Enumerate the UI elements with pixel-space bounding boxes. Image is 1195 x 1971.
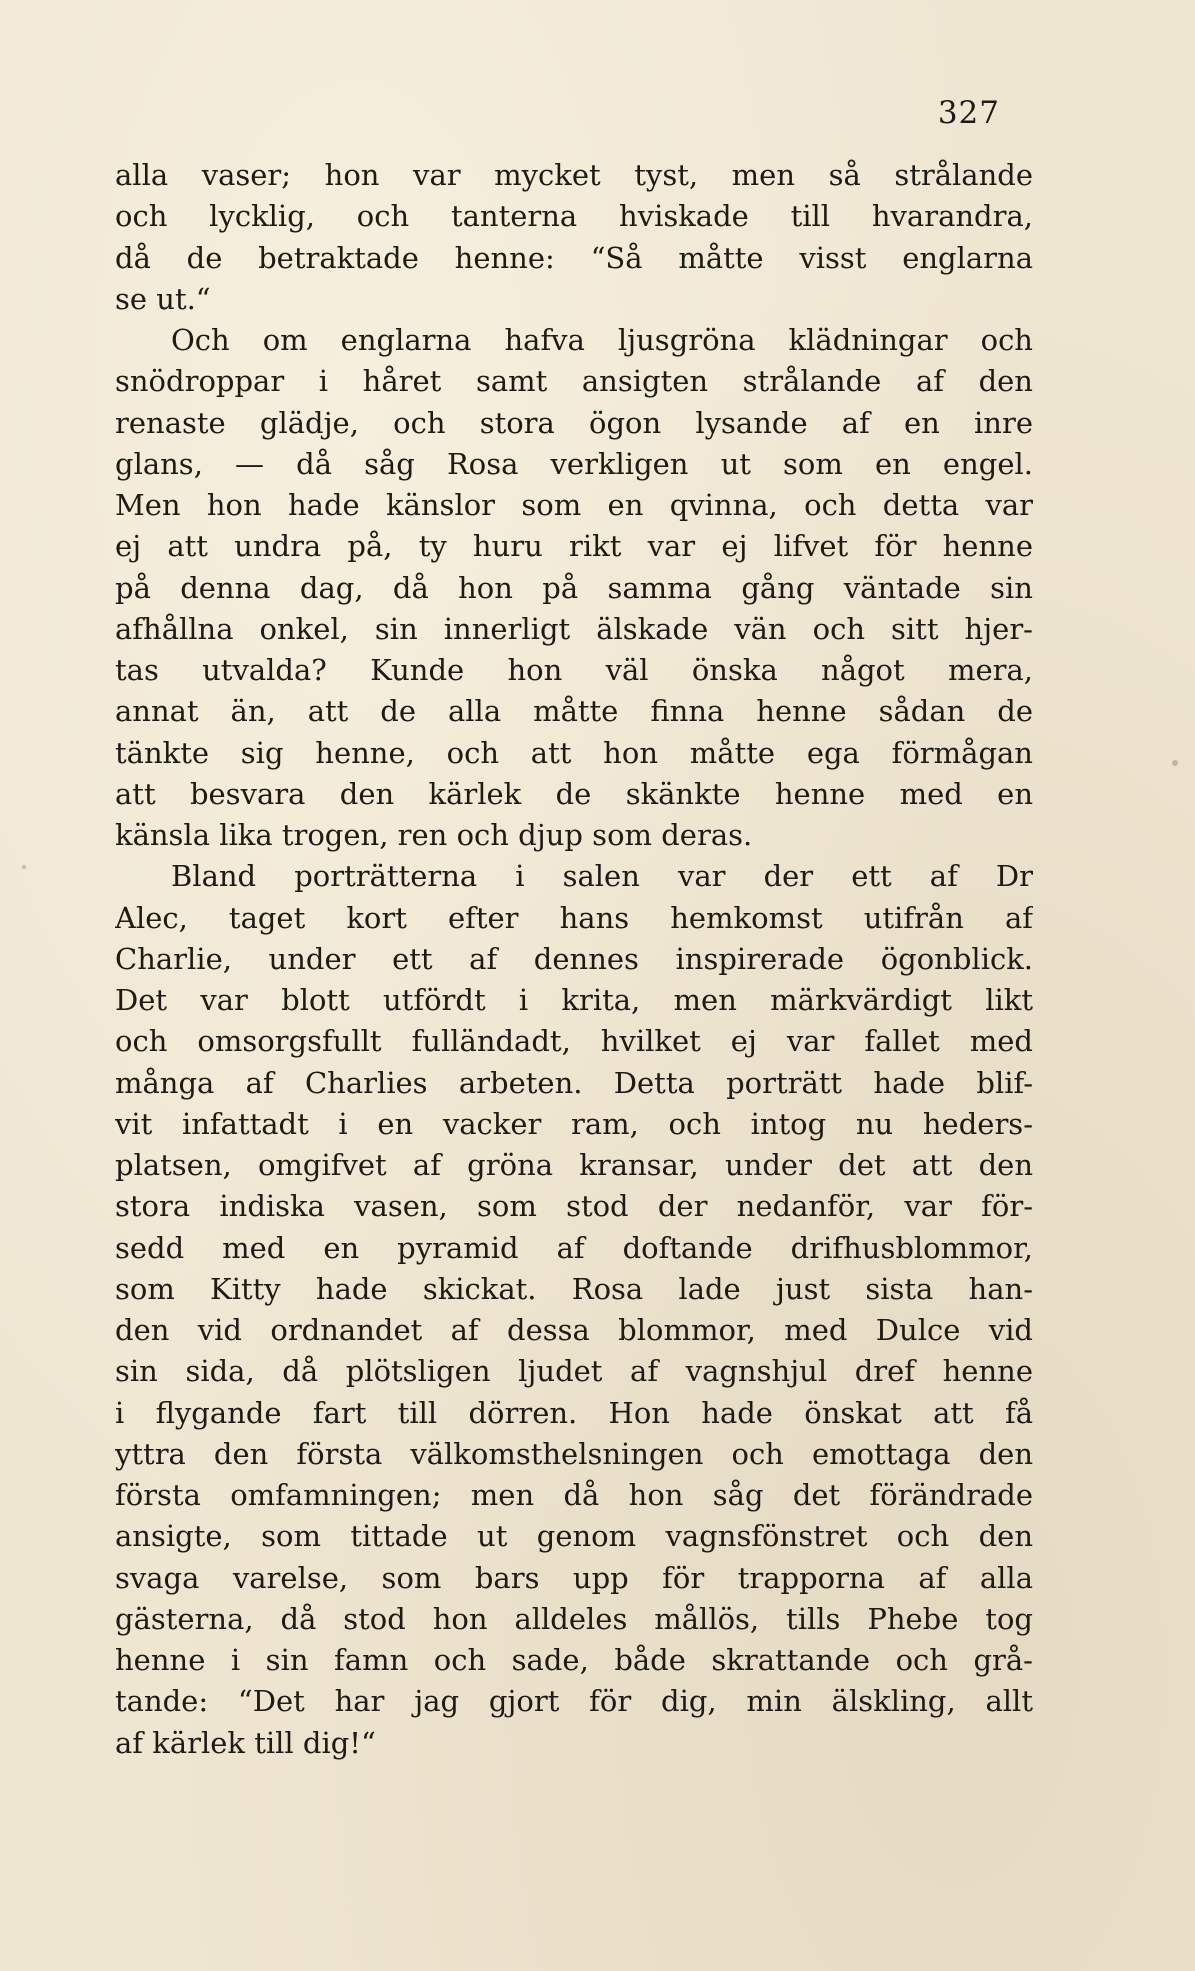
text-line: gästerna, då stod hon alldeles mållös, tills Phebe tog	[115, 1601, 1033, 1636]
text-line: sin sida, då plötsligen ljudet af vagnshjul dref henne	[115, 1354, 1033, 1389]
text-line: vit infattadt i en vacker ram, och intog nu heders-	[115, 1106, 1033, 1141]
text-line: och lycklig, och tanterna hviskade till hvarandra,	[115, 199, 1033, 234]
text-line: yttra den första välkomsthelsningen och emottaga den	[115, 1436, 1033, 1471]
text-line: glans, — då såg Rosa verkligen ut som en engel.	[115, 446, 1033, 481]
text-line: att besvara den kärlek de skänkte henne med en	[115, 776, 1033, 811]
text-line: platsen, omgifvet af gröna kransar, under det att den	[115, 1148, 1033, 1182]
text-line: ansigte, som tittade ut genom vagnsfönstret och den	[115, 1519, 1033, 1554]
text-line: och omsorgsfullt fulländadt, hvilket ej var fallet med	[115, 1024, 1033, 1059]
paragraph-end-line: se ut.“	[115, 281, 211, 316]
paragraph-start-line: Och om englarna hafva ljusgröna klädningar och	[171, 323, 1033, 357]
text-line: tänkte sig henne, och att hon måtte ega förmågan	[115, 735, 1033, 770]
text-line: henne i sin famn och sade, både skrattande och grå-	[115, 1643, 1033, 1677]
text-line: den vid ordnandet af dessa blommor, med Dulce vid	[115, 1313, 1033, 1347]
text-line: första omfamningen; men då hon såg det förändrade	[115, 1478, 1033, 1512]
text-line: tas utvalda? Kunde hon väl önska något mera,	[115, 653, 1033, 687]
text-line: Men hon hade känslor som en qvinna, och detta var	[115, 488, 1033, 522]
page-number: 327	[937, 95, 1000, 131]
text-line: i flygande fart till dörren. Hon hade önskat att få	[115, 1395, 1033, 1430]
text-line: ej att undra på, ty huru rikt var ej lifvet för henne	[115, 529, 1033, 564]
text-line: annat än, att de alla måtte finna henne sådan de	[115, 694, 1033, 729]
text-line: stora indiska vasen, som stod der nedanför, var för-	[115, 1189, 1033, 1224]
paper-speck	[1172, 760, 1178, 766]
text-line: sedd med en pyramid af doftande drifhusblommor,	[115, 1230, 1033, 1265]
text-line: tande: “Det har jag gjort för dig, min älskling, allt	[115, 1684, 1033, 1719]
text-line: snödroppar i håret samt ansigten strålande af den	[115, 364, 1033, 399]
paper-speck	[22, 865, 26, 869]
paragraph-end-line: känsla lika trogen, ren och djup som deras.	[115, 818, 753, 852]
text-line: Charlie, under ett af dennes inspirerade ögonblick.	[115, 941, 1033, 976]
text-line: då de betraktade henne: “Så måtte visst englarna	[115, 240, 1033, 275]
text-line: Alec, taget kort efter hans hemkomst utifrån af	[115, 900, 1033, 935]
text-line: som Kitty hade skickat. Rosa lade just sista han-	[115, 1271, 1033, 1306]
text-line: svaga varelse, som bars upp för trapporna af alla	[115, 1560, 1033, 1595]
text-line: på denna dag, då hon på samma gång väntade sin	[115, 570, 1033, 605]
text-line: många af Charlies arbeten. Detta porträtt hade blif-	[115, 1065, 1033, 1100]
body-text	[115, 155, 1033, 1764]
text-line: afhållna onkel, sin innerligt älskade vän och sitt hjer-	[115, 611, 1033, 646]
text-line: alla vaser; hon var mycket tyst, men så strålande	[115, 158, 1033, 192]
text-line: Det var blott utfördt i krita, men märkvärdigt likt	[115, 983, 1033, 1017]
paragraph-end-line: af kärlek till dig!“	[115, 1725, 376, 1760]
text-line: renaste glädje, och stora ögon lysande af en inre	[115, 405, 1033, 440]
paragraph-start-line: Bland porträtterna i salen var der ett af Dr	[171, 859, 1033, 894]
